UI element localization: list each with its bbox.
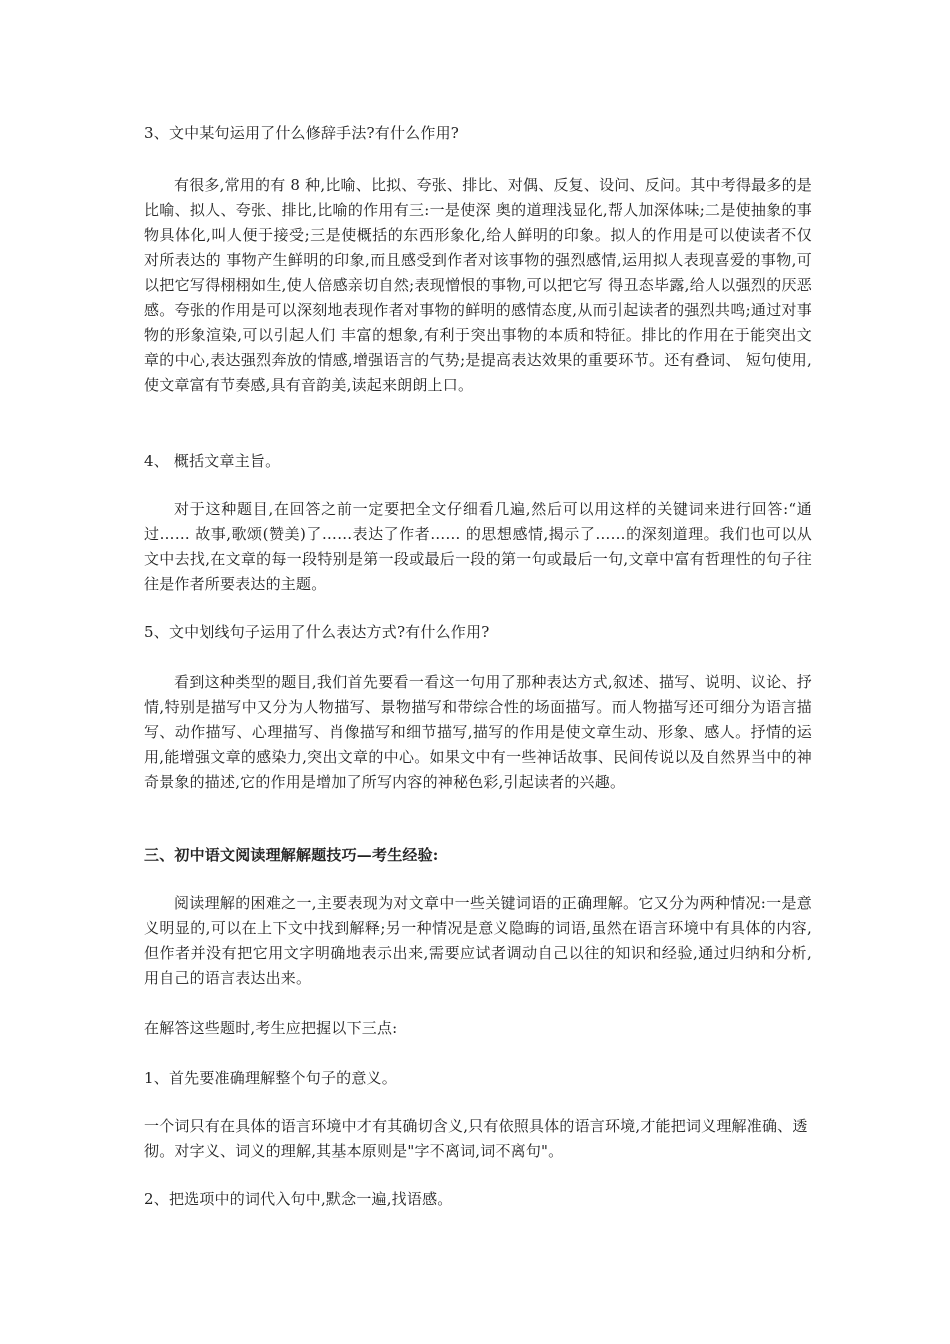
point-1-body: 一个词只有在具体的语言环境中才有其确切含义,只有依照具体的语言环境,才能把词义理解准确、透彻。对字义、词义的理解,其基本原则是"字不离词,词不离句"。 (144, 1117, 808, 1160)
question-4-title: 4、 概括文章主旨。 (144, 452, 281, 470)
question-4-answer: 对于这种题目,在回答之前一定要把全文仔细看几遍,然后可以用这样的关键词来进行回答:“通过…… 故事,歌颂(赞美)了……表达了作者…… 的思想感情,揭示了……的深刻道理。我们也可以从文中去找,在文章的每一段特别是第一段或最后一段的第一句或最后一句,文章中富有哲理性的句子往往是作者所要表达的主题。 (144, 500, 812, 593)
question-3-answer: 有很多,常用的有 8 种,比喻、比拟、夸张、排比、对偶、反复、设问、反问。其中考得最多的是比喻、拟人、夸张、排比,比喻的作用有三:一是使深 奥的道理浅显化,帮人加深体味;二是使抽象的事物具体化,叫人便于接受;三是使概括的东西形象化,给人鲜明的印象。拟人的作用是可以使读者不仅对所表达的 事物产生鲜明的印象,而且感受到作者对该事物的强烈感情,运用拟人表现喜爱的事物,可以把它写得栩栩如生,使人倍感亲切自然;表现憎恨的事物,可以把它写 得丑态毕露,给人以强烈的厌恶感。夸张的作用是可以深刻地表现作者对事物的鲜明的感情态度,从而引起读者的强烈共鸣;通过对事物的形象渲染,可以引起人们 丰富的想象,有利于突出事物的本质和特征。排比的作用在于能突出文章的中心,表达强烈奔放的情感,增强语言的气势;是提高表达效果的重要环节。还有叠词、 短句使用,使文章富有节奏感,具有音韵美,读起来朗朗上口。 (144, 176, 812, 394)
tips-intro: 在解答这些题时,考生应把握以下三点: (144, 1019, 398, 1037)
point-2-title: 2、把选项中的词代入句中,默念一遍,找语感。 (144, 1190, 453, 1208)
question-5-answer: 看到这种类型的题目,我们首先要看一看这一句用了那种表达方式,叙述、描写、说明、议论、抒情,特别是描写中又分为人物描写、景物描写和带综合性的场面描写。而人物描写还可细分为语言描写、动作描写、心理描写、肖像描写和细节描写,描写的作用是使文章生动、形象、感人。抒情的运用,能增强文章的感染力,突出文章的中心。如果文中有一些神话故事、民间传说以及自然界当中的神奇景象的描述,它的作用是增加了所写内容的神秘色彩,引起读者的兴趣。 (144, 673, 812, 791)
question-3-title: 3、文中某句运用了什么修辞手法?有什么作用? (144, 124, 460, 142)
section-3-body: 阅读理解的困难之一,主要表现为对文章中一些关键词语的正确理解。它又分为两种情况:一是意义明显的,可以在上下文中找到解释;另一种情况是意义隐晦的词语,虽然在语言环境中有具体的内容,但作者并没有把它用文字明确地表示出来,需要应试者调动自己以往的知识和经验,通过归纳和分析,用自己的语言表达出来。 (144, 894, 812, 987)
section-3-heading: 三、初中语文阅读理解解题技巧—考生经验: (144, 846, 439, 864)
question-5-title: 5、文中划线句子运用了什么表达方式?有什么作用? (144, 623, 490, 641)
point-1-title: 1、首先要准确理解整个句子的意义。 (144, 1069, 397, 1087)
